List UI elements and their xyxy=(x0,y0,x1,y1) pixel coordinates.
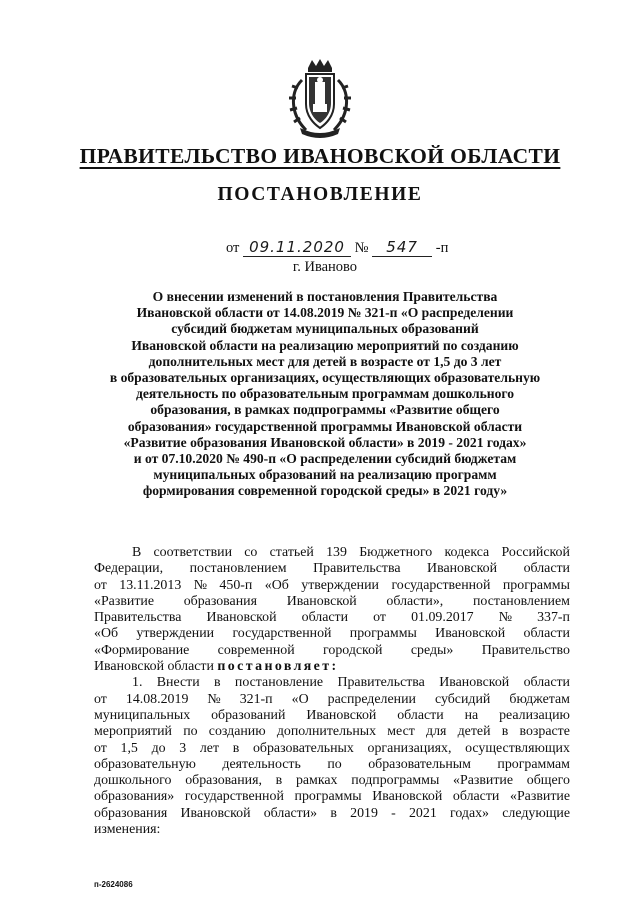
handwritten-date: 09.11.2020 xyxy=(243,238,351,257)
decree-word: постановляет: xyxy=(217,659,339,675)
text-line: от 14.08.2019 № 321-п «О распределении субсидий бюджетам xyxy=(94,691,570,707)
text-line: «Об утверждении государственной программы Ивановской области xyxy=(94,626,570,642)
subject-line: «Развитие образования Ивановской области» в 2019 - 2021 годах» xyxy=(123,434,527,450)
coat-of-arms-icon xyxy=(284,58,356,138)
text-line: «Формирование современной городской среды» Правительство xyxy=(94,642,570,658)
document-code: п-2624086 xyxy=(94,880,133,889)
paragraph-2-last-line: изменения: xyxy=(94,822,161,838)
subject-line: формирования современной городской среды» в 2021 году» xyxy=(142,483,508,499)
text-line: образования» государственной программы Ивановской области «Развитие xyxy=(94,789,570,805)
subject-line: образования, в рамках подпрограммы «Развитие общего xyxy=(150,402,500,418)
text-line: образования Ивановской области» в 2019 - 2021 годах» следующие xyxy=(94,805,570,821)
text-line: от 13.11.2013 № 450-п «Об утверждении государственной программы xyxy=(94,577,570,593)
text-line: В соответствии со статьей 139 Бюджетного кодекса Российской xyxy=(132,545,570,560)
text-line: дошкольного образования, в рамках подпрограммы «Развитие общего xyxy=(94,773,570,789)
subject-line: и от 07.10.2020 № 490-п «О распределении субсидий бюджетам xyxy=(133,451,517,467)
subject-line: дополнительных мест для детей в возрасте от 1,5 до 3 лет xyxy=(148,353,502,369)
number-sign: № xyxy=(354,240,369,256)
handwritten-number: 547 xyxy=(372,238,432,257)
text-line: образовательную деятельность по образовательным программам xyxy=(94,756,570,772)
document-subject xyxy=(82,289,568,500)
paragraph-1-last-line xyxy=(94,659,570,675)
number-suffix: -п xyxy=(435,240,449,256)
subject-line: муниципальных образований на реализацию программ xyxy=(153,467,497,483)
p1-last-prefix: Ивановской области xyxy=(94,659,214,675)
subject-line: деятельность по образовательным программам дошкольного xyxy=(135,386,515,402)
subject-line: О внесении изменений в постановления Правительства xyxy=(152,289,498,304)
subject-line: в образовательных организациях, осуществляющих образовательную xyxy=(109,370,541,386)
text-line: «Развитие образования Ивановской области», постановлением xyxy=(94,593,570,609)
text-line: муниципальных образований Ивановской области на реализацию xyxy=(94,707,570,723)
text-line: Федерации, постановлением Правительства Ивановской области xyxy=(94,561,570,577)
subject-line: Ивановской области от 14.08.2019 № 321-п «О распределении xyxy=(136,305,514,321)
paragraph-2 xyxy=(94,675,570,822)
date-prefix: от xyxy=(226,240,240,256)
date-number-line xyxy=(226,238,448,260)
city-line: г. Иваново xyxy=(292,259,358,275)
subject-line: образования» государственной программы Ивановской области xyxy=(127,418,523,434)
document-type: ПОСТАНОВЛЕНИЕ xyxy=(217,184,423,205)
text-line: от 1,5 до 3 лет в образовательных организациях, осуществляющих xyxy=(94,740,570,756)
subject-line: субсидий бюджетам муниципальных образований xyxy=(171,321,479,337)
government-title: ПРАВИТЕЛЬСТВО ИВАНОВСКОЙ ОБЛАСТИ xyxy=(79,144,561,168)
paragraph-1 xyxy=(94,545,570,659)
text-line: мероприятий по созданию дополнительных мест для детей в возрасте xyxy=(94,724,570,740)
document-body xyxy=(94,545,570,838)
text-line: Правительства Ивановской области от 01.09.2017 № 337-п xyxy=(94,610,570,626)
subject-line: Ивановской области на реализацию мероприятий по созданию xyxy=(131,337,519,353)
text-line: 1. Внести в постановление Правительства Ивановской области xyxy=(132,675,570,691)
